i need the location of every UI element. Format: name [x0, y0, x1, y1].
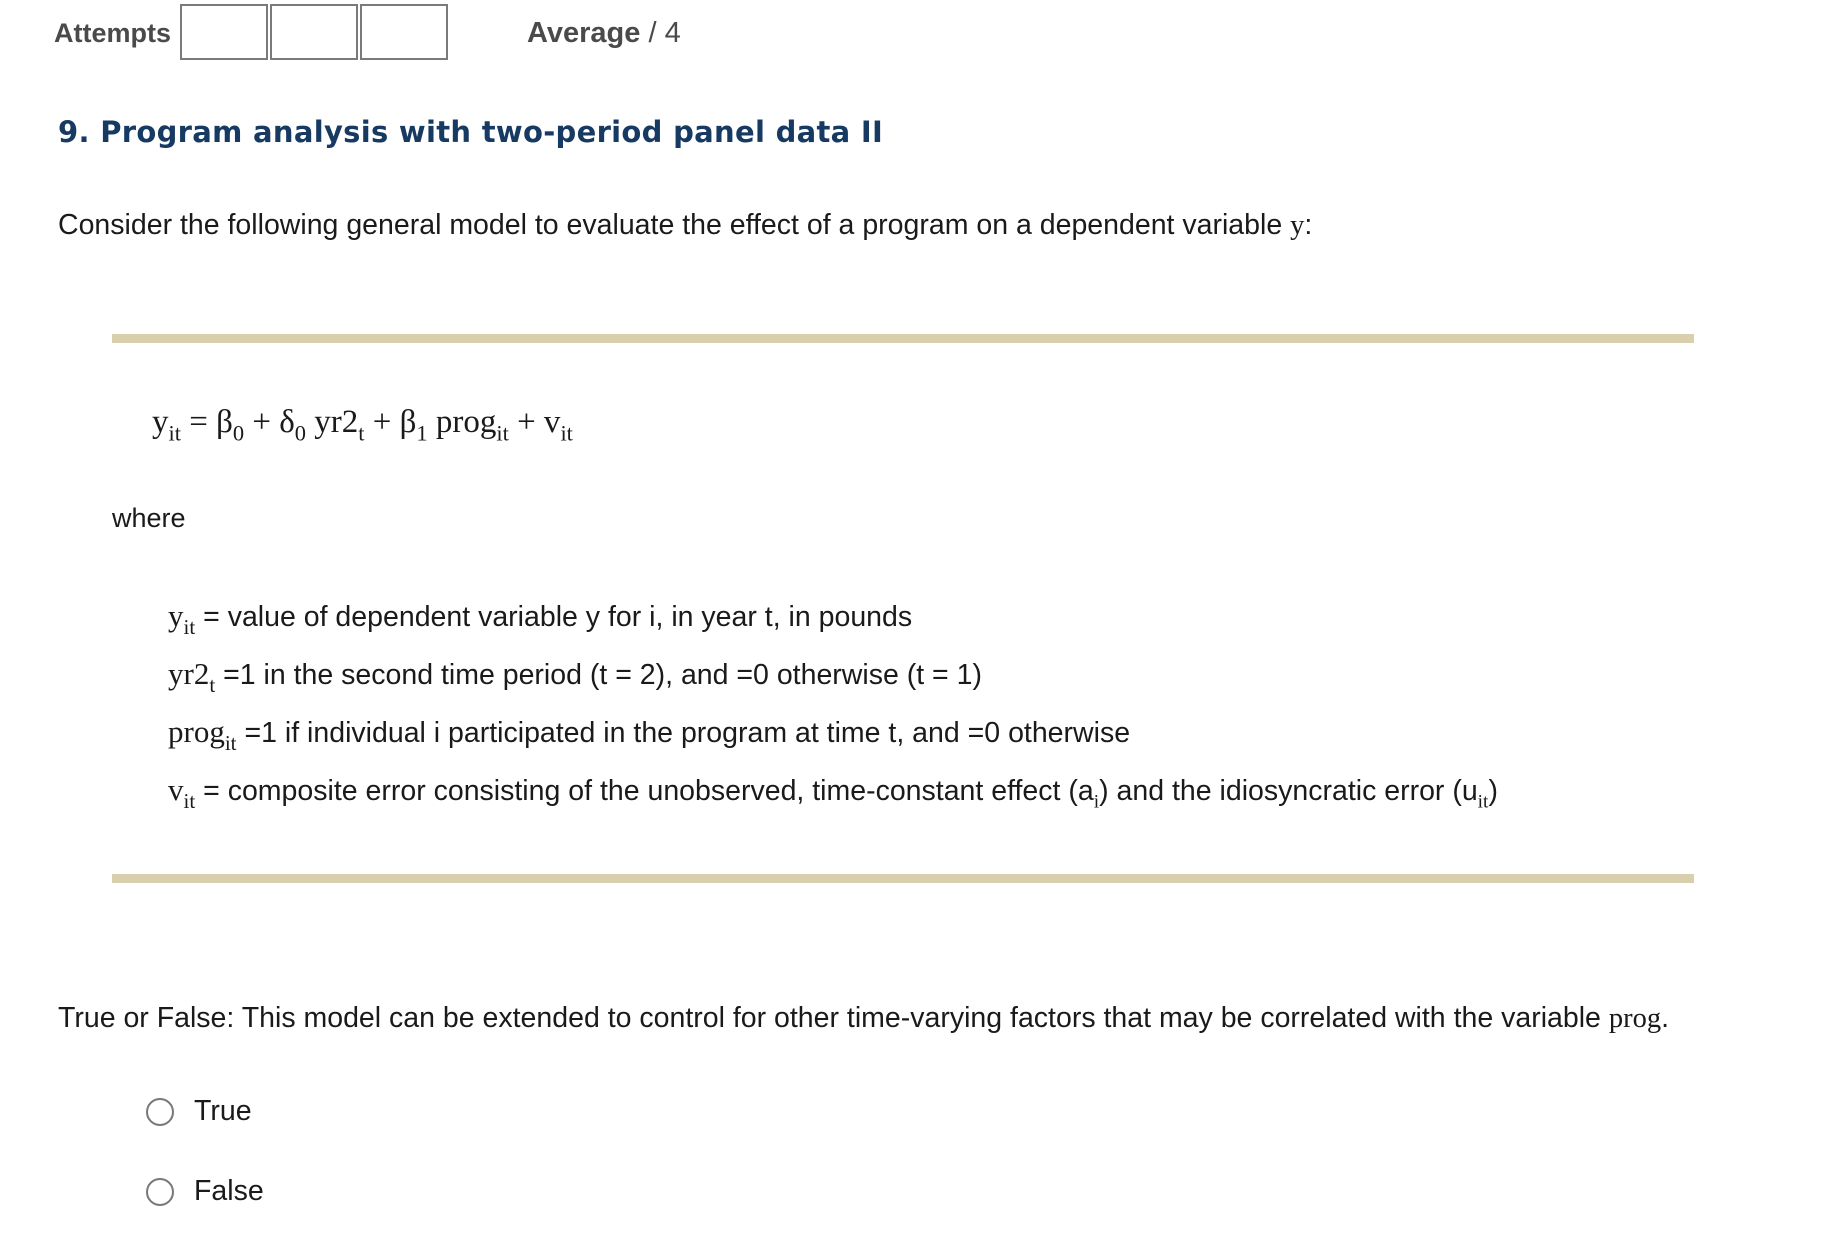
divider-bottom [112, 874, 1694, 883]
symbol-prog-it: prog$_{it}$ [168, 714, 237, 755]
attempt-box [270, 4, 358, 60]
where-label: where [112, 503, 186, 533]
definition-y-text: = value of dependent variable y for i, in year t, in pounds [195, 601, 913, 633]
intro-colon: : [1304, 209, 1313, 241]
intro-symbol: y [1290, 210, 1305, 241]
radio-button-false[interactable] [146, 1178, 174, 1206]
symbol-a-i-sub: i [1093, 791, 1100, 813]
definition-v-text-a: = composite error consisting of the unobserved, time-constant effect (a [195, 775, 1094, 807]
question-prompt [58, 1002, 1669, 1035]
definition-prog-text: =1 if individual i participated in the program at time t, and =0 otherwise [236, 717, 1131, 749]
option-true[interactable] [146, 1095, 252, 1128]
definition-y [168, 598, 913, 639]
attempts-label: Attempts [54, 18, 172, 48]
question-title: 9. Program analysis with two-period panel data II [58, 115, 884, 149]
definition-v-text-b: ) and the idiosyncratic error (u [1099, 775, 1478, 807]
option-true-label[interactable]: True [194, 1095, 252, 1127]
symbol-y-it: $y_{it}$ [168, 598, 196, 639]
definition-yr2 [168, 656, 982, 697]
average-score [527, 17, 681, 50]
definition-v-text-c: ) [1488, 775, 1498, 807]
average-label: Average [527, 17, 641, 49]
definition-prog [168, 714, 1131, 755]
model-equation: $y_{it} = \beta_0 + \delta_0$ $yr2_t + \beta_1$ prog$_{it}$ + $v_{it}$ [152, 404, 573, 446]
average-max: / 4 [648, 17, 681, 49]
question-prompt-end: . [1661, 1002, 1670, 1034]
symbol-v-it: $v_{it}$ [168, 772, 196, 813]
question-prompt-text: True or False: This model can be extended to control for other time-varying factors that may be correlated with the variable [58, 1002, 1601, 1034]
divider-top [112, 334, 1694, 343]
symbol-yr2-t: $yr2_t$ [168, 656, 216, 697]
attempt-box [180, 4, 268, 60]
option-false[interactable] [146, 1175, 264, 1208]
symbol-u-it-sub: it [1477, 791, 1489, 813]
option-false-label[interactable]: False [194, 1175, 264, 1207]
definition-yr2-text: =1 in the second time period (t = 2), and =0 otherwise (t = 1) [215, 659, 982, 691]
intro-sentence: Consider the following general model to evaluate the effect of a program on a dependent variable [58, 209, 1283, 241]
attempt-box [360, 4, 448, 60]
radio-button-true[interactable] [146, 1098, 174, 1126]
attempt-boxes [180, 4, 450, 60]
definition-v [168, 772, 1498, 813]
intro-text [58, 209, 1312, 242]
question-prompt-symbol: prog [1608, 1003, 1662, 1034]
